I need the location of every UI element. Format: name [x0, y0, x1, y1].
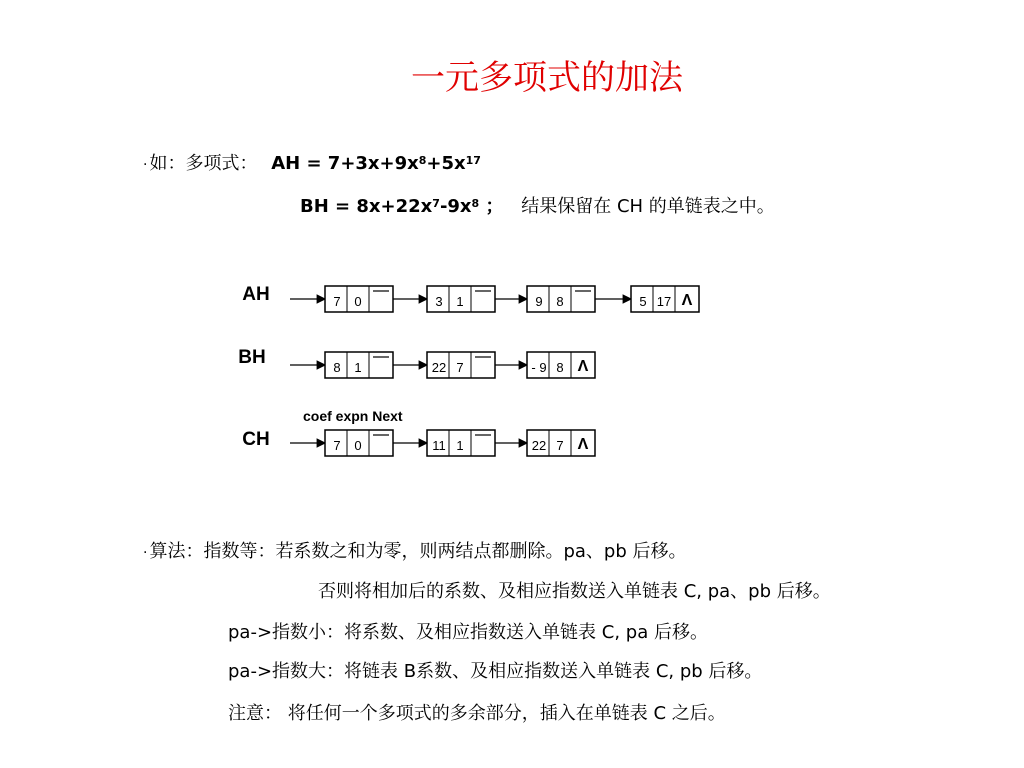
node-coef: 5	[639, 294, 647, 309]
node-coef: 11	[432, 438, 446, 453]
algorithm-line-2	[318, 580, 831, 604]
ah-expression: AH = $7+3x+9x^8+5x^{17}$	[271, 153, 481, 174]
node-coef: 9	[535, 294, 543, 309]
list-label-bh: BH	[238, 347, 266, 368]
bullet: ·	[143, 545, 148, 561]
null-pointer: Λ	[681, 292, 693, 309]
algorithm-text-5: 注意： 将任何一个多项式的多余部分，插入在单链表 C 之后。	[228, 703, 726, 724]
algorithm-line-3	[228, 621, 708, 645]
node-expn: 7	[556, 438, 564, 453]
node-expn: 17	[656, 294, 672, 309]
algorithm-text-2: 否则将相加后的系数、及相应指数送入单链表 C, pa、pb 后移。	[318, 581, 831, 602]
bullet: ·	[143, 157, 148, 173]
node-expn: 7	[456, 360, 464, 375]
algorithm-line-4	[228, 660, 762, 684]
node-expn: 1	[456, 294, 464, 309]
algorithm-line-1	[143, 540, 686, 565]
node-coef: 8	[333, 360, 341, 375]
list-label-ah: AH	[242, 284, 270, 305]
algorithm-line-5	[228, 702, 726, 726]
page-title: 一元多项式的加法	[411, 58, 683, 98]
node-expn: 0	[354, 438, 362, 453]
node-coef: 7	[333, 438, 341, 453]
algorithm-text-4: pa->指数大：将链表 B系数、及相应指数送入单链表 C, pb 后移。	[228, 661, 763, 682]
node-coef: 22	[431, 360, 447, 375]
node-expn: 0	[354, 294, 362, 309]
bh-expression: BH = $8x+22x^7-9x^8$ ；	[300, 196, 504, 217]
intro-prefix: 如：多项式：	[149, 153, 258, 174]
algorithm-text-3: pa->指数小：将系数、及相应指数送入单链表 C, pa 后移。	[228, 622, 708, 643]
node-expn: 1	[354, 360, 362, 375]
node-coef: 7	[333, 294, 341, 309]
field-caption: coef expn Next	[303, 408, 403, 424]
node-coef: 22	[531, 438, 547, 453]
node-coef: - 9	[531, 360, 547, 375]
bh-suffix: 结果保留在 CH 的单链表之中。	[521, 196, 775, 217]
null-pointer: Λ	[577, 358, 589, 375]
list-label-ch: CH	[242, 429, 270, 450]
node-expn: 8	[556, 294, 564, 309]
null-pointer: Λ	[577, 436, 589, 453]
node-coef: 3	[435, 294, 443, 309]
node-expn: 8	[556, 360, 564, 375]
algorithm-text-1: 算法：指数等：若系数之和为零，则两结点都删除。pa、pb 后移。	[149, 541, 687, 562]
node-expn: 1	[456, 438, 464, 453]
